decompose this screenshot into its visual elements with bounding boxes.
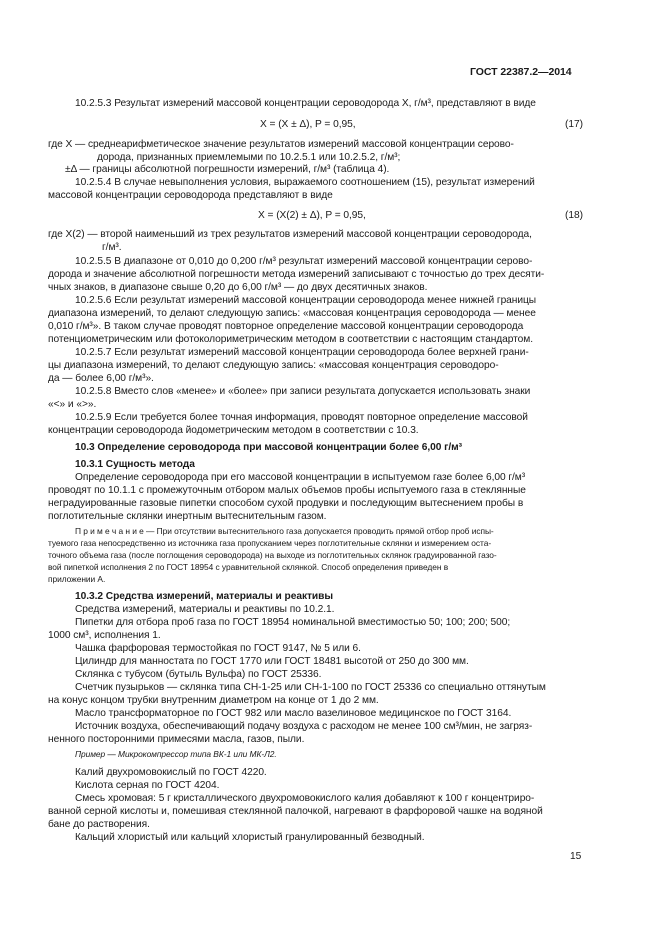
text-line: (18) (565, 210, 583, 221)
document-code-header: ГОСТ 22387.2—2014 (470, 66, 572, 78)
text-line: Пример — Микрокомпрессор типа ВК-1 или МК-Л2. (75, 749, 277, 759)
text-line: (17) (565, 119, 583, 130)
text-line: 10.2.5.5 В диапазоне от 0,010 до 0,200 г/м³ результат измерений массовой концентрации серово- (75, 256, 533, 267)
text-line: Источник воздуха, обеспечивающий подачу воздуха с расходом не менее 100 см³/мин, не загряз- (75, 721, 533, 732)
text-line: 10.2.5.9 Если требуется более точная информация, проводят повторное определение массовой (75, 412, 528, 423)
text-line: г/м³. (102, 242, 122, 253)
text-line: Пипетки для отбора проб газа по ГОСТ 18954 номинальной вместимостью 50; 100; 200; 500; (75, 617, 511, 628)
text-line: на конус концом трубки внутренним диаметром на конце от 1 до 2 мм. (48, 695, 379, 706)
text-line: массовой концентрации сероводорода представляют в виде (48, 190, 333, 201)
text-line: 10.3 Определение сероводорода при массовой концентрации более 6,00 г/м³ (75, 442, 462, 453)
text-line: «<» и «>». (48, 399, 97, 410)
text-line: 1000 см³, исполнения 1. (48, 630, 161, 641)
text-line: приложении А. (48, 574, 106, 584)
text-line: 10.2.5.7 Если результат измерений массовой концентрации сероводорода более верхней грани- (75, 347, 529, 358)
text-line: бане до растворения. (48, 819, 150, 830)
text-line: где X — среднеарифметическое значение результатов измерений массовой концентрации серово- (48, 139, 514, 150)
text-line: дорода и значение абсолютной погрешности метода измерений записывают с точностью до трех десяти- (48, 269, 545, 280)
text-line: 10.2.5.3 Результат измерений массовой концентрации сероводорода X, г/м³, представляют в виде (75, 98, 536, 109)
text-line: ненного посторонними примесями масла, газов, пыли. (48, 734, 305, 745)
text-line: ванной серной кислоты и, помешивая стеклянной палочкой, нагревают в фарфоровой чашке на водяной (48, 806, 543, 817)
text-line: потенциометрическим или фотоколориметрическим методом в соответствии с настоящим стандартом. (48, 334, 534, 345)
text-line: 0,010 г/м³». В таком случае проводят повторное определение массовой концентрации сероводорода (48, 321, 524, 332)
text-line: Определение сероводорода при его массовой концентрации в испытуемом газе более 6,00 г/м³ (75, 472, 526, 483)
text-line: Склянка с тубусом (бутыль Вульфа) по ГОСТ 25336. (75, 669, 322, 680)
text-line: Счетчик пузырьков — склянка типа СН-1-25 или СН-1-100 по ГОСТ 25336 со специально оттянутым (75, 682, 546, 693)
text-line: 10.2.5.4 В случае невыполнения условия, выражаемого соотношением (15), результат измерений (75, 177, 535, 188)
text-line: где X(2) — второй наименьший из трех результатов измерений массовой концентрации сероводорода, (48, 229, 532, 240)
text-line: П р и м е ч а н и е — При отсутствии вытеснительного газа допускается проводить прямой отбор проб испы- (75, 526, 494, 536)
text-line: диапазона измерений, то делают следующую запись: «массовая концентрация сероводорода — менее (48, 308, 536, 319)
text-line: проводят по 10.1.1 с промежуточным отбором малых объемов пробы испытуемого газа в стеклянные (48, 485, 526, 496)
text-line: точного объема газа (после поглощения сероводорода) на выходе из поглотительных склянок градуированной газо- (48, 550, 497, 560)
text-line: Цилиндр для манностата по ГОСТ 1770 или ГОСТ 18481 высотой от 250 до 300 мм. (75, 656, 469, 667)
text-line: 10.2.5.6 Если результат измерений массовой концентрации сероводорода менее нижней границы (75, 295, 537, 306)
text-line: ±Δ — границы абсолютной погрешности измерений, г/м³ (таблица 4). (65, 164, 390, 175)
text-line: концентрации сероводорода йодометрическим методом в соответствии с 10.3. (48, 425, 419, 436)
text-line: Чашка фарфоровая термостойкая по ГОСТ 9147, № 5 или 6. (75, 643, 361, 654)
text-line: Смесь хромовая: 5 г кристаллического двухромовокислого калия добавляют к 100 г концентриро- (75, 793, 535, 804)
text-line: неградуированные газовые пипетки способом сухой продувки и последующим вытеснением пробы в (48, 498, 524, 509)
text-line: 10.2.5.8 Вместо слов «менее» и «более» при записи результата допускается использовать знаки (75, 386, 531, 397)
page-number: 15 (570, 851, 582, 862)
text-line: вой пипеткой исполнения 2 по ГОСТ 18954 с уравнительной склянкой. Способ определения приведен в (48, 562, 449, 572)
text-line: да — более 6,00 г/м³». (48, 373, 154, 384)
text-line: 10.3.1 Сущность метода (75, 459, 195, 470)
text-line: Средства измерений, материалы и реактивы по 10.2.1. (75, 604, 335, 615)
text-line: дорода, признанных приемлемыми по 10.2.5.1 или 10.2.5.2, г/м³; (97, 152, 401, 163)
text-line: 10.3.2 Средства измерений, материалы и реактивы (75, 591, 334, 602)
text-line: Калий двухромовокислый по ГОСТ 4220. (75, 767, 267, 778)
text-line: туемого газа непосредственно из источника газа пропусканием через поглотительные склянки и измерением оста- (48, 538, 492, 548)
text-line: цы диапазона измерений, то делают следующую запись: «массовая концентрация сероводоро- (48, 360, 499, 371)
text-line: Кислота серная по ГОСТ 4204. (75, 780, 220, 791)
text-line: X = (X ± Δ), P = 0,95, (260, 119, 356, 130)
text-line: X = (X(2) ± Δ), P = 0,95, (258, 210, 366, 221)
text-line: Кальций хлористый или кальций хлористый гранулированный безводный. (75, 832, 425, 843)
text-line: чных знаков, в диапазоне свыше 0,20 до 6,00 г/м³ — до двух десятичных знаков. (48, 282, 428, 293)
text-line: поглотительные склянки инертным вытеснительным газом. (48, 511, 327, 522)
text-line: Масло трансформаторное по ГОСТ 982 или масло вазелиновое медицинское по ГОСТ 3164. (75, 708, 512, 719)
